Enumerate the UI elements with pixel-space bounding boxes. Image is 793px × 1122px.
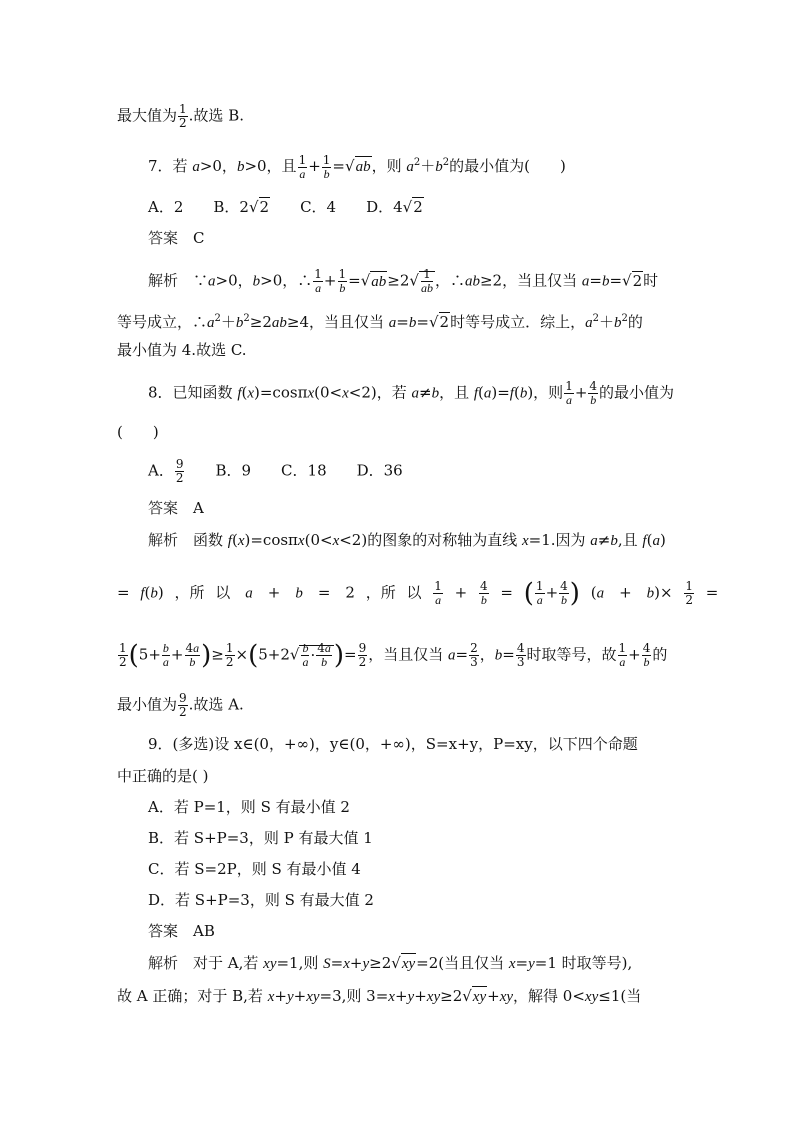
question-7-solution-1: 解析 ∵a>0，b>0，∴ $\frac{1}{a}$ + $\frac{1}{b}$ =√ab≥2√ $\frac{1}{ab}$ ，∴ab≥2，当且仅当 a=b=√2时 <box>148 267 659 295</box>
question-7: 7．若 a>0，b>0，且 $\frac{1}{a}$ + $\frac{1}{b}$ =√ab，则 $a^2+b^2$的最小值为( ) <box>148 152 566 181</box>
question-9-solution-2: 故 A 正确；对于 B,若 x+y+xy=3,则 3=x+y+xy≥2√xy+xy，解得 0<xy≤1(当 <box>117 987 642 1005</box>
question-7-solution-3: 最小值为 4.故选 C. <box>117 341 247 359</box>
question-8-answer: 答案 A <box>148 499 204 517</box>
question-9-option-b: B．若 S+P=3，则 P 有最大值 1 <box>148 829 373 847</box>
question-9-option-d: D．若 S+P=3，则 S 有最大值 2 <box>148 891 374 909</box>
answer-label: 答案 <box>148 229 179 247</box>
question-9-answer <box>148 921 215 941</box>
answer-label: 答案 <box>148 922 179 940</box>
question-9-option-c: C．若 S=2P，则 S 有最小值 4 <box>148 860 361 878</box>
question-8-solution-2: = f(b) ，所 以 a + b = 2 ，所 以 $\frac{1}{a}$ + $\frac{4}{b}$ = ( $\frac{1}{a}$ + $\frac{4}{b}$ ) (a + b)× $\frac{1}{2}$ = <box>117 578 719 609</box>
question-9-line-2: 中正确的是( ) <box>117 767 209 785</box>
question-9-option-a: A．若 P=1，则 S 有最小值 2 <box>148 798 350 816</box>
answer-value: AB <box>193 922 215 940</box>
line-max-value-1: 最大值为 $\frac{1}{2}$ .故选 B. <box>117 102 244 130</box>
question-9-line-1: 9．(多选)设 x∈(0，+∞)，y∈(0，+∞)，S=x+y，P=xy，以下四个命题 <box>148 735 638 753</box>
question-8-solution-3: $\frac{1}{2}$ (5+ $\frac{b}{a}$ + $\frac{4a}{b}$ )≥ $\frac{1}{2}$ ×(5+2√ $\frac{b}{a}$ · $\frac{4a}{b}$ )= $\frac{9}{2}$ ，当且仅当 a= $\frac{2}{3}$ ，b= $\frac{4}{3}$ 时取等号，故 $\frac{1}{a}$ + $\frac{4}{b}$ 的 <box>119 640 668 671</box>
question-8: 8．已知函数 f(x)=cosπx(0<x<2)，若 a≠b，且 f(a)=f(b)，则 $\frac{1}{a}$ + $\frac{4}{b}$ 的最小值为 <box>148 379 675 407</box>
question-8-solution-4: 最小值为 $\frac{9}{2}$ .故选 A. <box>117 691 244 719</box>
question-7-options: A．2 B．2√2 C．4 D．4√2 <box>148 198 423 216</box>
question-9-solution-1: 解析 对于 A,若 xy=1,则 S=x+y≥2√xy=2(当且仅当 x=y=1 时取等号), <box>148 954 633 972</box>
question-7-solution-2: 等号成立，$\therefore a^2+b^2\ge 2ab\ge 4$，当且仅当 a=b=√2时等号成立．综上，$a^2+b^2$的 <box>117 313 643 331</box>
question-8-solution-1: 解析 函数 f(x)=cosπx(0<x<2)的图象的对称轴为直线 x=1.因为 a≠b,且 f(a) <box>148 531 666 549</box>
question-7-answer: 答案 C <box>148 229 205 247</box>
question-8-options: A． $\frac{9}{2}$ B．9 C．18 D．36 <box>148 457 403 485</box>
question-8-paren: ( ) <box>117 423 159 441</box>
